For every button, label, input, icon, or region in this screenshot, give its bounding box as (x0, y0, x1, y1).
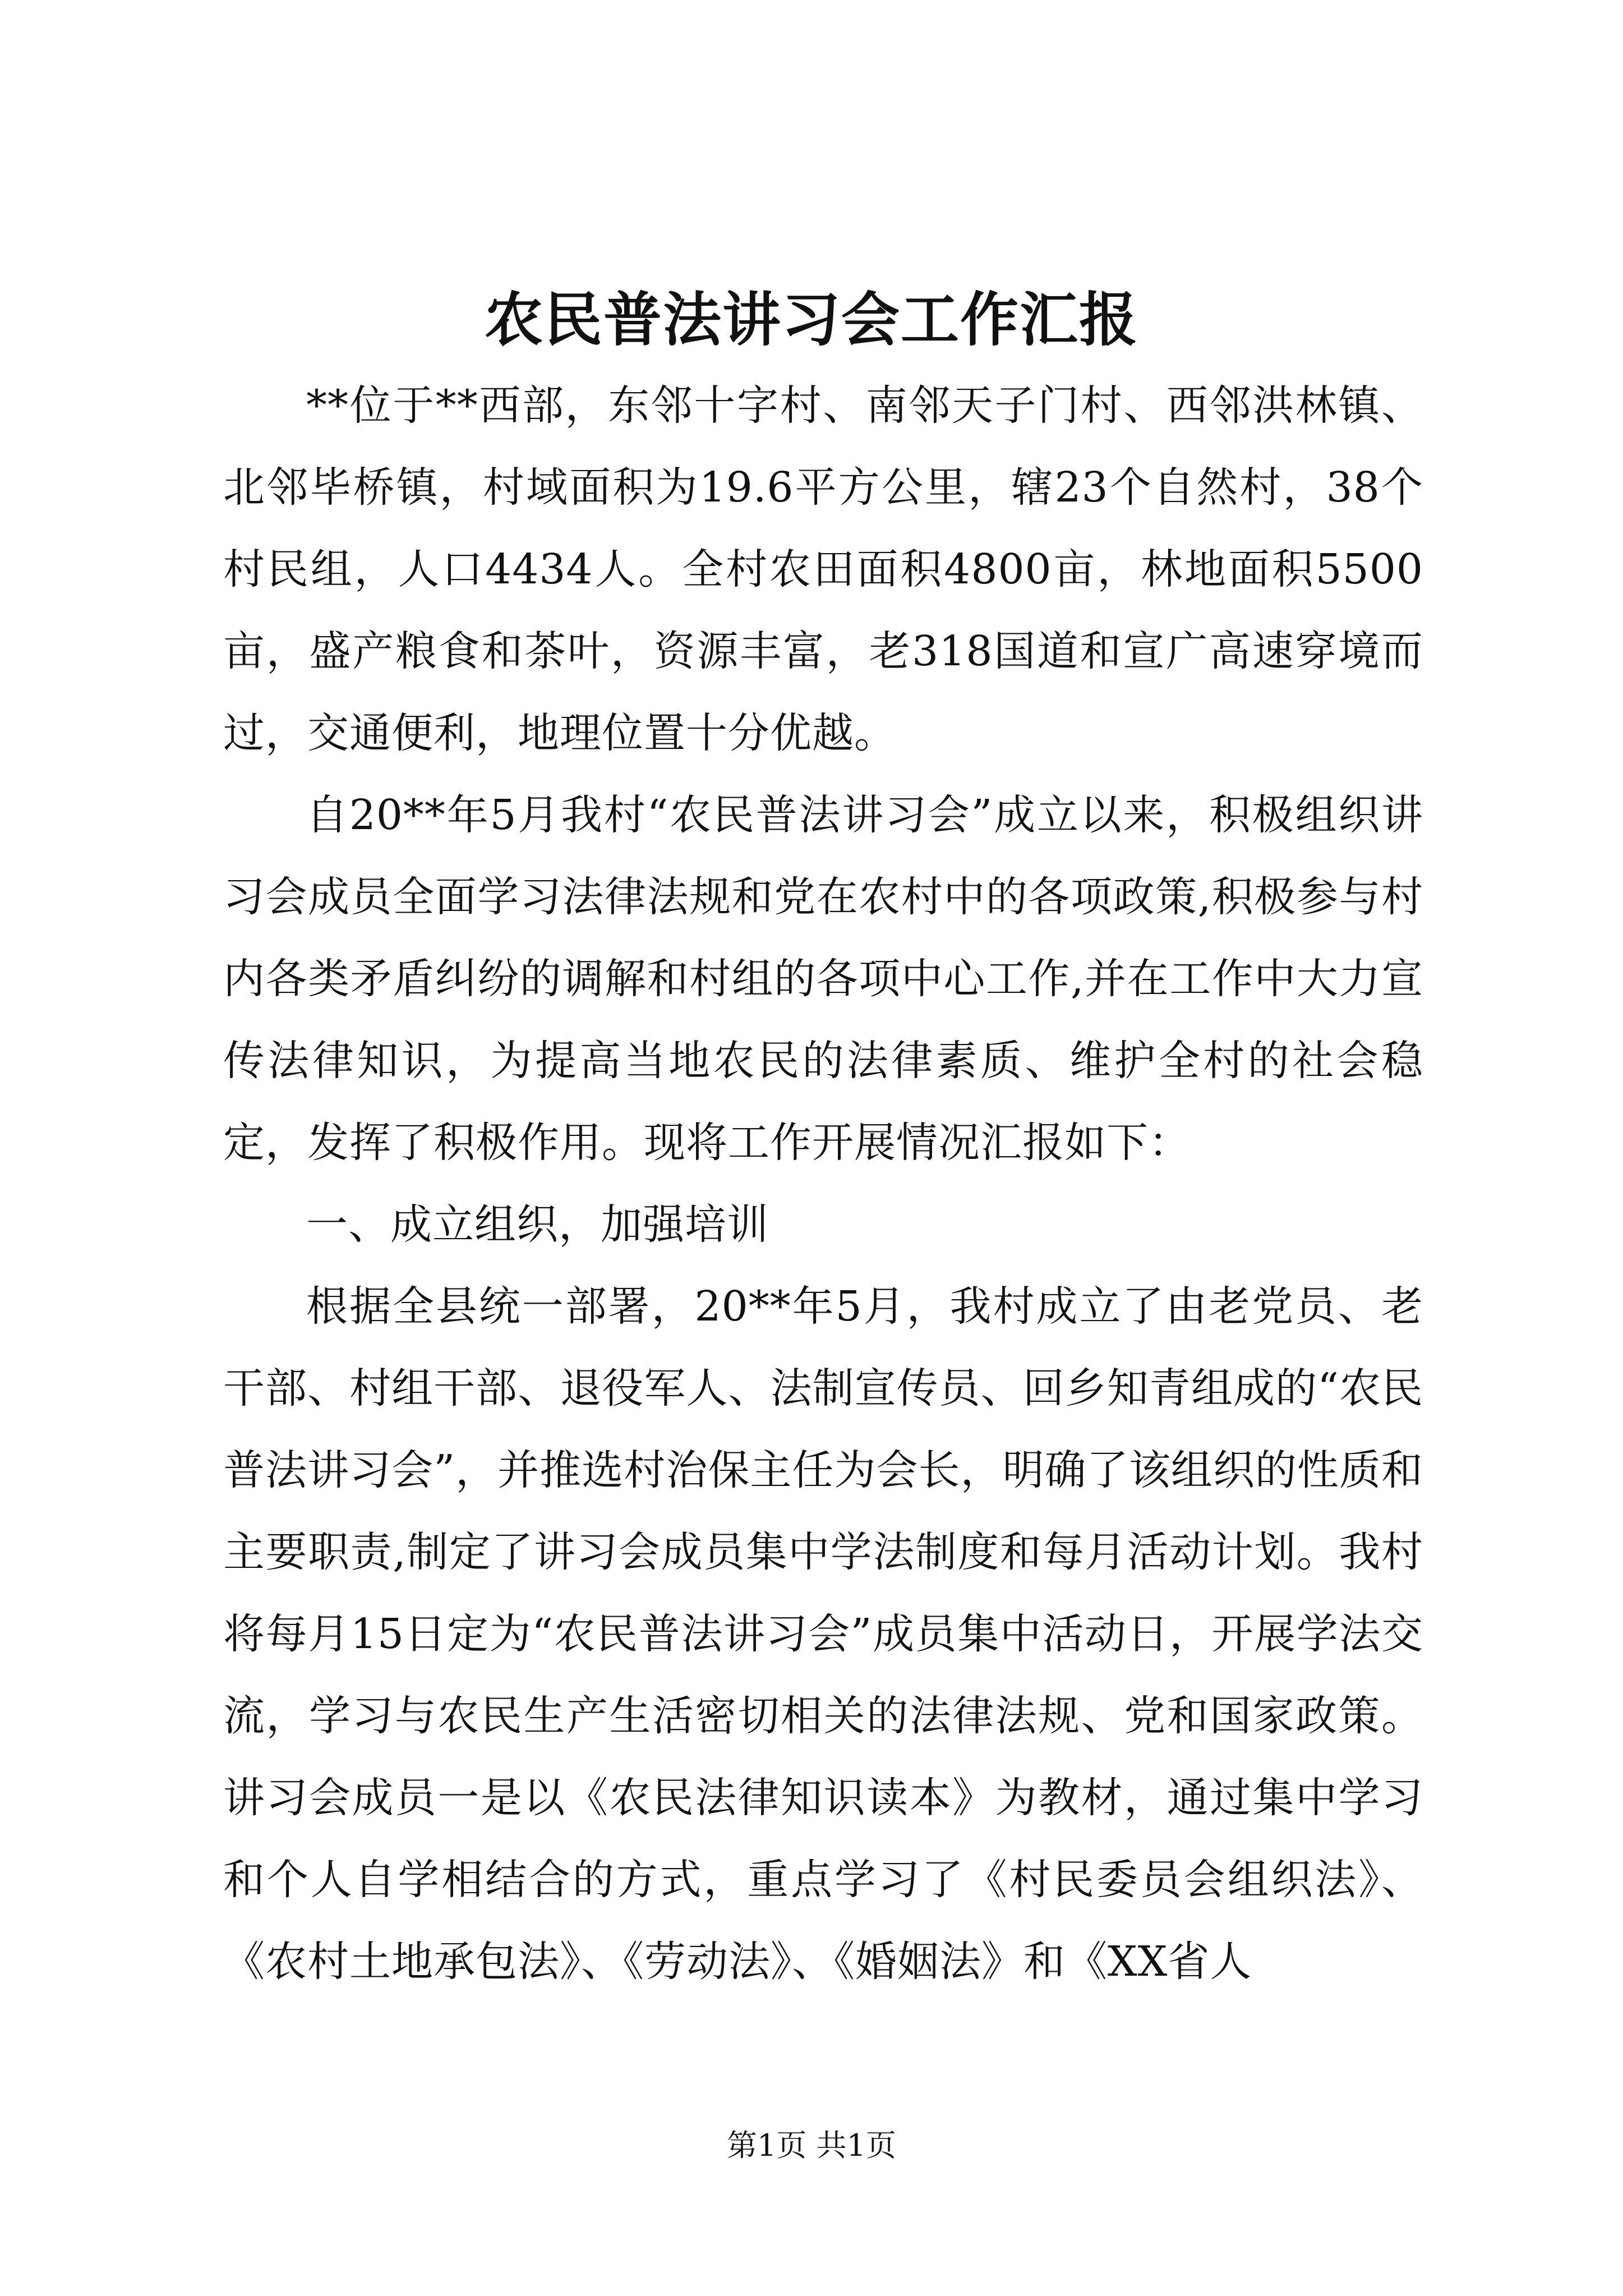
paragraph-location-overview: **位于**西部，东邻十字村、南邻天子门村、西邻洪林镇、北邻毕桥镇，村域面积为19.6平方公里，辖23个自然村，38个村民组，人口4434人。全村农田面积4800亩，林地面积5500亩，盛产粮食和茶叶，资源丰富，老318国道和宣广高速穿境而过，交通便利，地理位置十分优越。 (223, 381, 1423, 757)
section-heading-organization: 一、成立组织，加强培训 (306, 1200, 769, 1249)
paragraph-founding-summary: 自20**年5月我村“农民普法讲习会”成立以来，积极组织讲习会成员全面学习法律法规和党在农村中的各项政策,积极参与村内各类矛盾纠纷的调解和村组的各项中心工作,并在工作中大力宣传法律知识，为提高当地农民的法律素质、维护全村的社会稳定，发挥了积极作用。现将工作开展情况汇报如下： (223, 791, 1423, 1167)
document-body (223, 365, 1423, 2003)
document-title: 农民普法讲习会工作汇报 (484, 285, 1138, 354)
paragraph-organization-training: 根据全县统一部署，20**年5月，我村成立了由老党员、老干部、村组干部、退役军人、法制宣传员、回乡知青组成的“农民普法讲习会”，并推选村治保主任为会长，明确了该组织的性质和主要职责,制定了讲习会成员集中学法制度和每月活动计划。我村将每月15日定为“农民普法讲习会”成员集中活动日，开展学法交流，学习与农民生产生活密切相关的法律法规、党和国家政策。讲习会成员一是以《农民法律知识读本》为教材，通过集中学习和个人自学相结合的方式，重点学习了《村民委员会组织法》、《农村土地承包法》、《劳动法》、《婚姻法》和《XX省人 (223, 1282, 1423, 1986)
page-footer: 第1页 共1页 (727, 2128, 896, 2163)
